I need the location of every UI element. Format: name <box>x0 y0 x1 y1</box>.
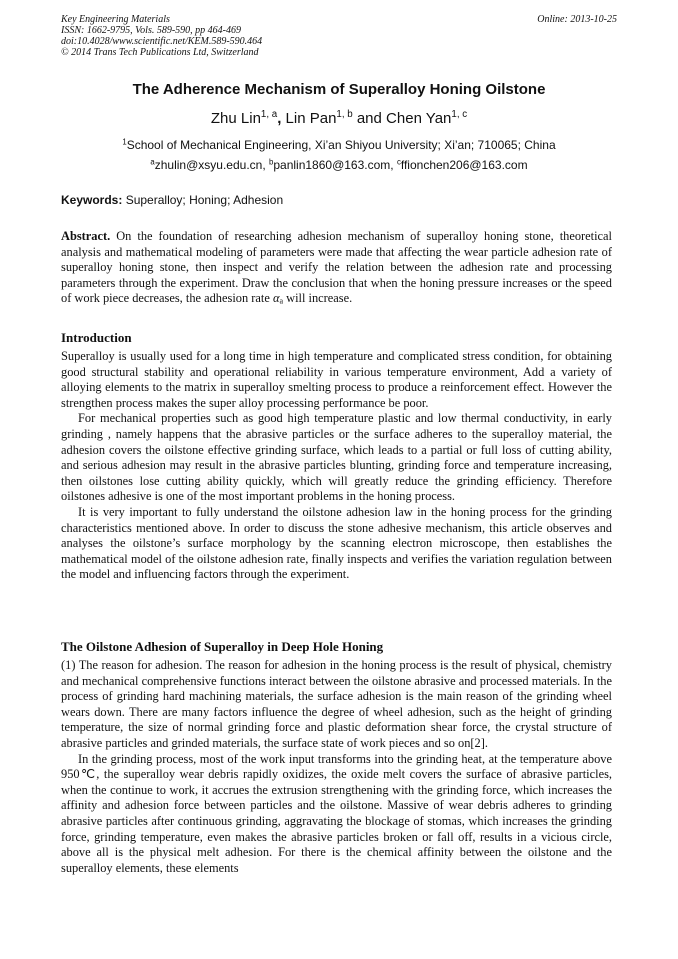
section-heading: Introduction <box>61 330 132 345</box>
online-date: Online: 2013-10-25 <box>537 14 617 25</box>
paragraph: (1) The reason for adhesion. The reason for adhesion in the honing process is the result of physical, chemistry and mechanical comprehensive functions interact between the oilstone abrasive and processed materials. In the process of grinding hard machining materials, the surface adhesion is the main reason of the grinding wheel wears down. There are many factors influence the degree of wheel adhesion, such as the height of grinding temperature, the size of normal grinding force and plastic deformation shear force, the crystal structure of abrasive particles and grinded materials, the surface state of work pieces and so on[2]. <box>61 658 612 750</box>
affiliation-superscript: 1 <box>122 137 127 147</box>
paper-title: The Adherence Mechanism of Superalloy Honing Oilstone <box>132 81 546 98</box>
keywords-label: Keywords: <box>61 193 123 207</box>
abstract-text: On the foundation of researching adhesion mechanism of superalloy honing stone, theoretical analysis and mathematical modeling of parameters were made that affecting the wear particle adhesion rate of superalloy honing stone, then inspect and verify the relation between the adhesion rate and processing parameters through the experiment. Draw the conclusion that when the honing pressure increases or the speed of work piece decreases, the adhesion rate <box>61 229 613 306</box>
keywords <box>61 193 283 207</box>
abstract-tail: will increase. <box>286 291 353 306</box>
email-list <box>61 158 617 172</box>
email-address: zhulin@xsyu.edu.cn, <box>154 158 266 172</box>
section-heading: The Oilstone Adhesion of Superalloy in Deep Hole Honing <box>61 639 384 654</box>
email-address: panlin1860@163.com, <box>273 158 394 172</box>
issn-line: ISSN: 1662-9795, Vols. 589-590, pp 464-469 <box>61 25 241 36</box>
author-list: Zhu Lin$^{1, a}$, Lin Pan$^{1, b}$ and Chen Yan$^{1, c}$ <box>210 109 468 127</box>
paragraph: Superalloy is usually used for a long time in high temperature and complicated stress condition, for obtaining good structural stability and operational reliability in various temperature environment, Add a variety of alloying elements to the matrix in superalloy smelting process to produce a reinforcement effect. However the strengthen process makes the super alloy processing performance be poor. <box>61 349 612 410</box>
introduction-body <box>61 349 612 583</box>
author-superscript: 1, c <box>451 109 468 121</box>
email-superscript: a <box>150 157 155 167</box>
copyright-line: © 2014 Trans Tech Publications Ltd, Switzerland <box>61 47 259 58</box>
abstract-symbol: α <box>272 291 280 306</box>
affiliation <box>61 138 617 152</box>
abstract-label: Abstract. <box>61 229 111 243</box>
keywords-text: Superalloy; Honing; Adhesion <box>125 193 284 207</box>
abstract-symbol-subscript: a <box>279 296 284 306</box>
running-header <box>61 14 617 58</box>
doi-line: doi:10.4028/www.scientific.net/KEM.589-590.464 <box>61 36 263 47</box>
author-superscript: 1, a <box>260 109 278 121</box>
paragraph: It is very important to fully understand the oilstone adhesion law in the honing process for the grinding characteristics mentioned above. In order to discuss the stone adhesive mechanism, this article observes and analyses the oilstone’s surface morphology by the scanning electron microscope, then establishes the mathematical model of the oilstone adhesion rate, finally inspects and verifies the variation regulation between the model and influencing factors through the experiment. <box>61 504 612 582</box>
abstract <box>61 229 612 307</box>
author-superscript: 1, b <box>336 109 353 121</box>
journal-name: Key Engineering Materials <box>61 14 170 25</box>
author-conjunction: and <box>356 110 382 127</box>
section-body <box>61 658 612 876</box>
author-name: Chen Yan <box>386 110 452 127</box>
email-superscript: c <box>396 157 401 167</box>
paragraph: For mechanical properties such as good high temperature plastic and low thermal conductivity, in early grinding , namely happens that the abrasive particles or the surface adheres to the superalloy material, the adhesion covers the oilstone effective grinding surface, which leads to a partial or full loss of cutting ability, and serious adhesion may result in the abrasive particles blunting, grinding force and temperature increasing, then oilstones lose cutting ability quickly, which will greatly reduce the grinding efficiency. Therefore oilstones adhesive is one of the most important problems in the honing process. <box>61 411 612 504</box>
author-name: Zhu Lin <box>210 110 261 127</box>
email-address: ffionchen206@163.com <box>400 158 528 172</box>
affiliation-text: School of Mechanical Engineering, Xi’an Shiyou University; Xi’an; 710065; China <box>126 138 556 152</box>
author-name: Lin Pan <box>285 110 337 127</box>
paragraph: In the grinding process, most of the work input transforms into the grinding heat, at the temperature above 950℃, the superalloy wear debris rapidly oxidizes, the oxide melt covers the surface of abrasive particles, when the continue to work, it accrues the extrusion strengthening with the grinding force, which increases the affinity and adhesion force between particles and the oilstone. Massive of wear debris adheres to grinding abrasive particles after continuous grinding, aggravating the blockage of stomas, which increases the grinding force, grinding temperature, even makes the abrasive particles broken or fall off, results in a vicious circle, above all is the physical melt adhesion. For there is the chemical affinity between the oilstone and the superalloy elements, these elements <box>61 751 612 875</box>
email-superscript: b <box>269 157 274 167</box>
